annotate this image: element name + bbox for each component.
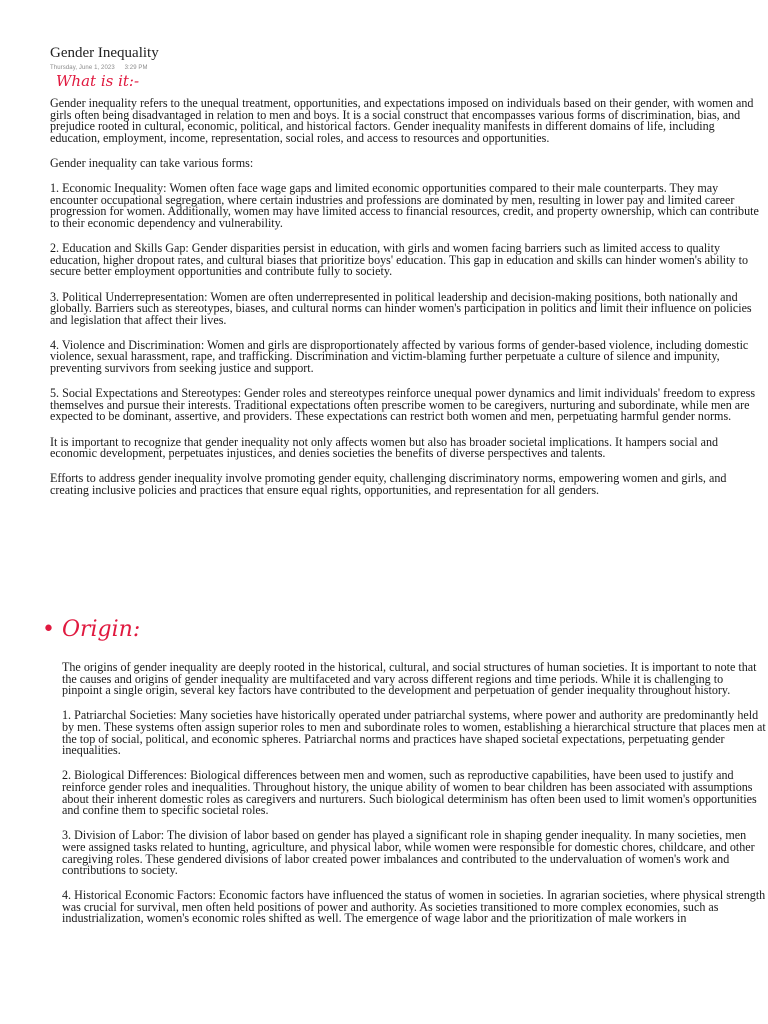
paragraph: 2. Biological Differences: Biological differences between men and women, such as reproductive capabilities, have been used to justify and reinforce gender roles and inequalities. Throughout history, the unique ability of women to bear children has been associated with assumptions about their inherent domestic roles as caregivers and nurturers. Such biological determinism has often been used to limit women's opportunities and confine them to specific societal roles.	[62, 768, 757, 818]
handwritten-origin: • Origin:	[42, 617, 141, 642]
paragraph: Efforts to address gender inequality involve promoting gender equity, challenging discriminatory norms, empowering women and girls, and creating inclusive policies and practices that ensure equal rights, opportunities, and representation for all genders.	[50, 471, 727, 497]
note-section-definition[interactable]	[50, 98, 762, 510]
page-timestamp	[50, 65, 148, 71]
note-section-origin[interactable]	[62, 662, 766, 939]
paragraph: The origins of gender inequality are deeply rooted in the historical, cultural, and social structures of human societies. It is important to note that the causes and origins of gender inequality are multifaceted and vary across different regions and time periods. While it is challenging to pinpoint a single origin, several key factors have contributed to the development and perpetuation of gender inequality throughout history.	[62, 660, 757, 698]
paragraph: 3. Division of Labor: The division of labor based on gender has played a significant role in shaping gender inequality. In many societies, men were assigned tasks related to hunting, agriculture, and physical labor, while women were responsible for domestic chores, childcare, and other caregiving roles. These gendered divisions of labor created power imbalances and contributed to the undervaluation of women's work and contributions to society.	[62, 828, 755, 878]
paragraph: 4. Violence and Discrimination: Women and girls are disproportionately affected by various forms of gender-based violence, including domestic violence, sexual harassment, rape, and trafficking. Discrimination and victim-blaming further perpetuate a culture of silence and impunity, preventing survivors from seeking justice and support.	[50, 337, 749, 376]
handwritten-what-is-it: What is it:-	[56, 72, 140, 90]
paragraph: Gender inequality refers to the unequal treatment, opportunities, and expectations imposed on individuals based on their gender, with women and girls often being disadvantaged in relation to men and boys. It is a social construct that encompasses various forms of discrimination, bias, and prejudice rooted in cultural, economic, political, and historical factors. Gender inequality manifests in different domains of life, including education, employment, income, representation, social roles, and access to resources and opportunities.	[50, 96, 754, 145]
paragraph: 1. Economic Inequality: Women often face wage gaps and limited economic opportunities compared to their male counterparts. They may encounter occupational segregation, where certain industries and professions are dominated by men, resulting in lower pay and limited career progression for women. Additionally, women may have limited access to financial resources, credit, and property ownership, which can contribute to their economic dependency and vulnerability.	[50, 181, 759, 230]
paragraph: 5. Social Expectations and Stereotypes: Gender roles and stereotypes reinforce unequal power dynamics and limit individuals' freedom to express themselves and pursue their interests. Traditional expectations often prescribe women to be caregivers, nurturing and subordinate, while men are expected to be dominant, assertive, and providers. These expectations can restrict both women and men, perpetuating harmful gender norms.	[50, 386, 756, 424]
page-title: Gender Inequality	[50, 45, 159, 61]
paragraph: 3. Political Underrepresentation: Women are often underrepresented in political leadership and decision-making positions, both nationally and globally. Barriers such as stereotypes, biases, and cultural norms can hinder women's participation in politics and limit their influence on policies and legislation that affect their lives.	[50, 289, 752, 327]
paragraph: It is important to recognize that gender inequality not only affects women but also has broader societal implications. It hampers social and economic development, perpetuates injustices, and denies societies the benefits of diverse perspectives and talents.	[50, 434, 719, 461]
paragraph: 1. Patriarchal Societies: Many societies have historically operated under patriarchal systems, where power and authority are predominantly held by men. These systems often assign superior roles to men and subordinate roles to women, establishing a hierarchical structure that places men at the top of social, political, and economic spheres. Patriarchal norms and practices have shaped societal expectations, perpetuating gender inequalities.	[62, 708, 766, 758]
page-time: 3:29 PM	[124, 65, 148, 71]
paragraph: 4. Historical Economic Factors: Economic factors have influenced the status of women in societies. In agrarian societies, where physical strength was crucial for survival, men often held positions of power and authority. As societies transitioned to more complex economies, such as industrialization, women's economic roles shifted as well. The emergence of wage labor and the prioritization of male workers in	[62, 888, 766, 926]
page-date: Thursday, June 1, 2023	[50, 65, 115, 71]
paragraph: 2. Education and Skills Gap: Gender disparities persist in education, with girls and women facing barriers such as limited access to quality education, higher dropout rates, and cultural biases that prioritize boys' education. This gap in education and skills can hinder women's ability to secure better employment opportunities and contribute fully to society.	[50, 241, 749, 279]
paragraph: Gender inequality can take various forms:	[50, 155, 254, 170]
